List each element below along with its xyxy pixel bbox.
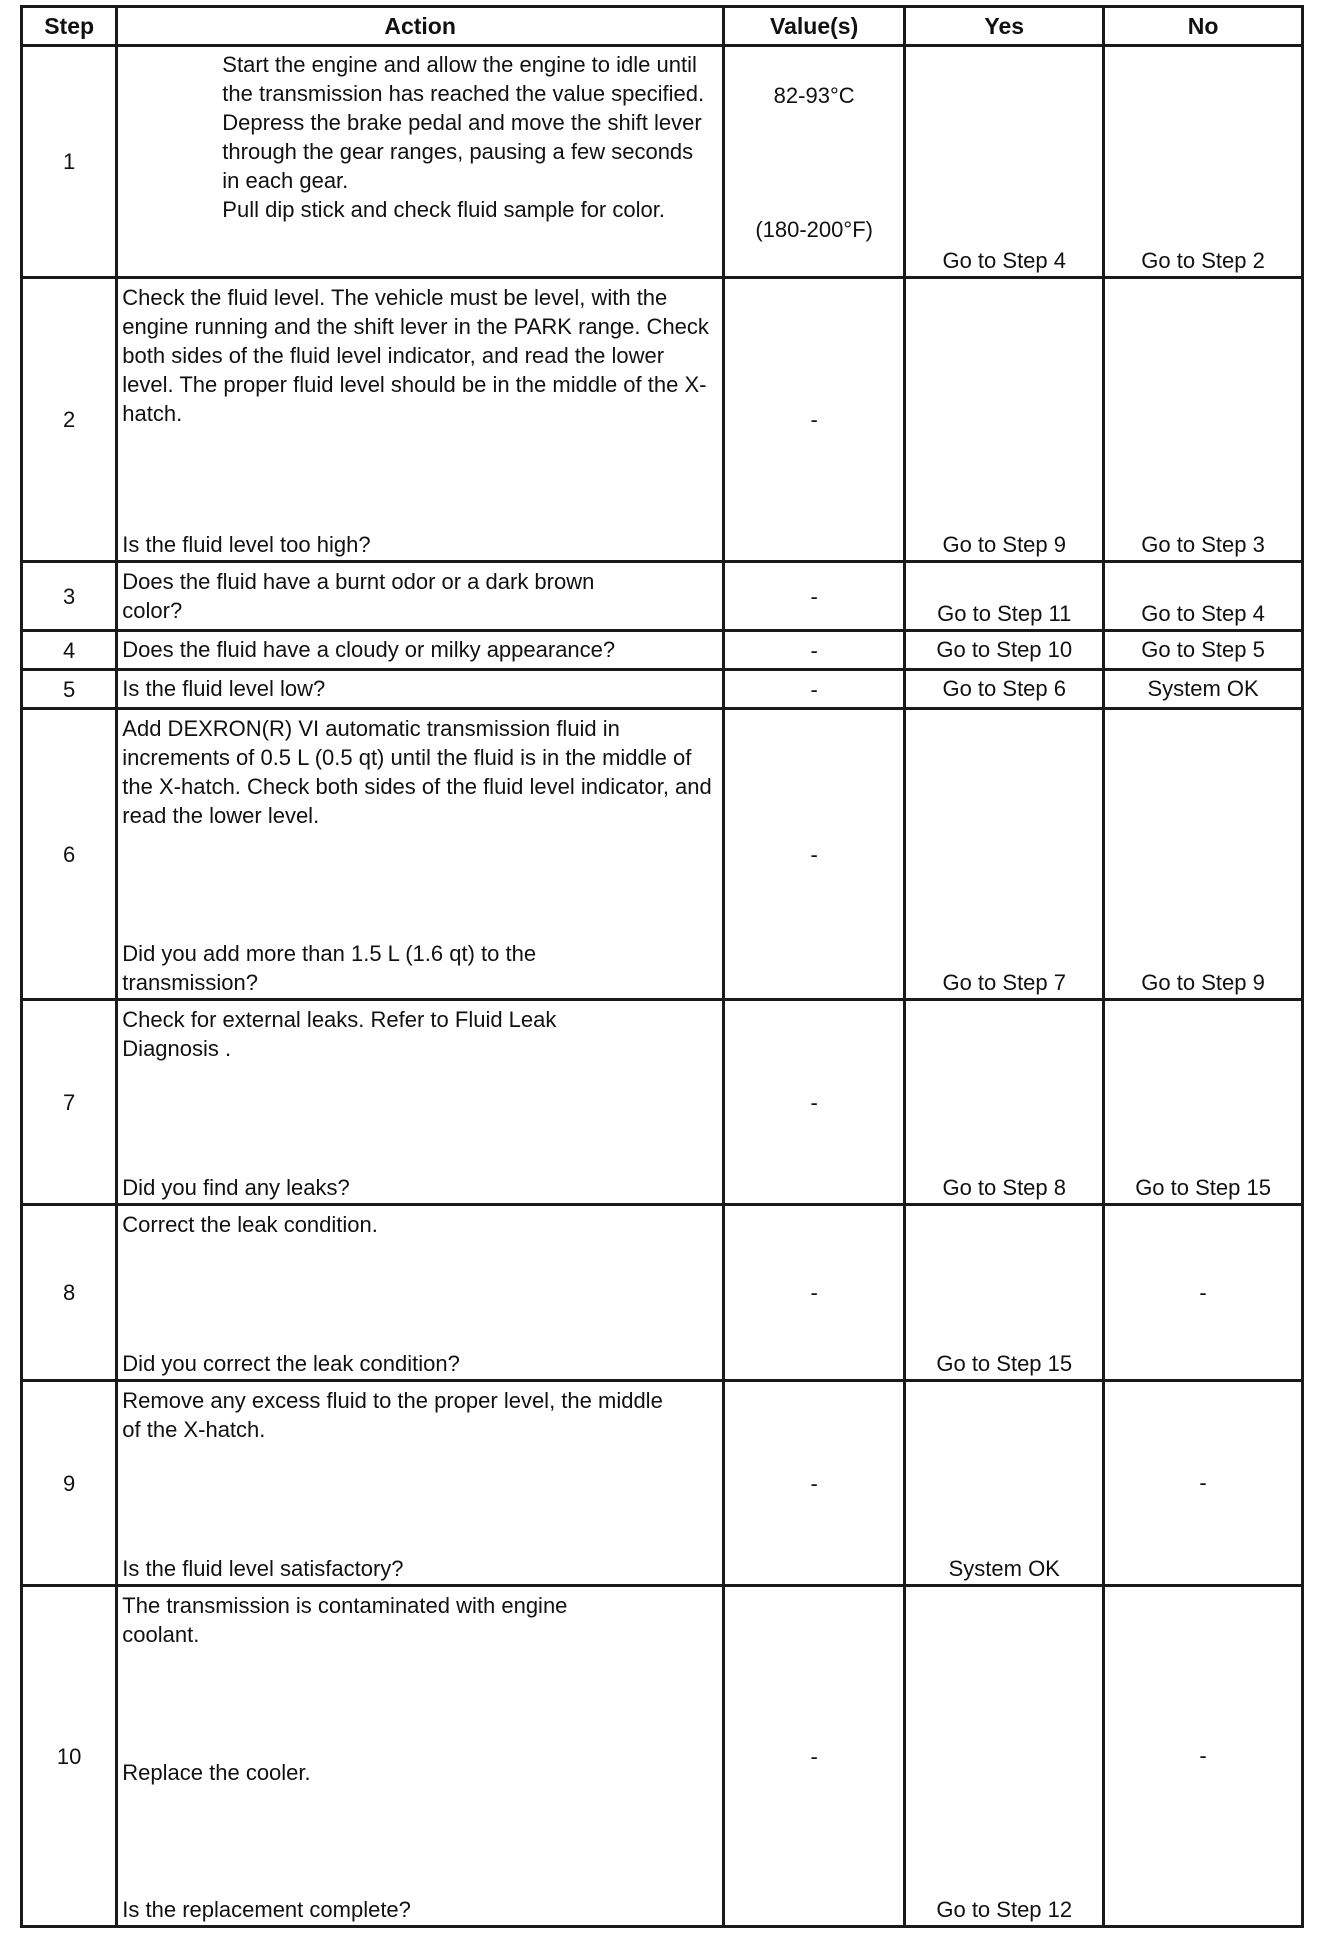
- step-number: 3: [22, 562, 117, 631]
- value-celsius: 82-93°C: [773, 83, 855, 108]
- header-yes: Yes: [905, 7, 1104, 46]
- action-cell: [117, 46, 724, 278]
- step-number: 9: [22, 1381, 117, 1586]
- no-cell: Go to Step 15: [1104, 1000, 1303, 1205]
- table-row: [22, 709, 1303, 1000]
- action-cell: [117, 1205, 724, 1381]
- action-cell: [117, 1381, 724, 1586]
- step-number: 2: [22, 278, 117, 562]
- yes-cell: Go to Step 7: [905, 709, 1104, 1000]
- action-text: Pull dip stick and check fluid sample for color.: [222, 197, 665, 222]
- action-text: Add DEXRON(R) VI automatic transmission fluid in increments of 0.5 L (0.5 qt) until the fluid is in the middle of the X-hatch. Check both sides of the fluid level indicator, and read the lower level.: [122, 716, 712, 828]
- table-row: [22, 1586, 1303, 1927]
- action-text: The transmission is contaminated with engine coolant.: [122, 1593, 568, 1647]
- header-step: Step: [22, 7, 117, 46]
- header-no: No: [1104, 7, 1303, 46]
- value-cell: -: [723, 1000, 904, 1205]
- no-cell: System OK: [1104, 670, 1303, 709]
- action-cell: Does the fluid have a cloudy or milky appearance?: [117, 631, 724, 670]
- table-row: [22, 1000, 1303, 1205]
- action-cell: [117, 1000, 724, 1205]
- no-cell: -: [1104, 1205, 1303, 1381]
- table-row: [22, 1381, 1303, 1586]
- no-cell: -: [1104, 1381, 1303, 1586]
- no-cell: Go to Step 4: [1104, 562, 1303, 631]
- value-cell: -: [723, 278, 904, 562]
- yes-cell: Go to Step 6: [905, 670, 1104, 709]
- header-action: Action: [117, 7, 724, 46]
- yes-cell: Go to Step 11: [905, 562, 1104, 631]
- action-cell: [117, 709, 724, 1000]
- diagnostic-table-page: [20, 5, 1304, 1928]
- yes-cell: Go to Step 4: [905, 46, 1104, 278]
- action-text: Replace the cooler.: [122, 1759, 311, 1785]
- yes-cell: Go to Step 10: [905, 631, 1104, 670]
- yes-cell: Go to Step 15: [905, 1205, 1104, 1381]
- value-cell: -: [723, 670, 904, 709]
- diagnostic-table: [20, 5, 1304, 1928]
- table-row: [22, 562, 1303, 631]
- value-cell: -: [723, 1205, 904, 1381]
- no-cell: Go to Step 3: [1104, 278, 1303, 562]
- value-fahrenheit: (180-200°F): [755, 217, 873, 242]
- action-text: Remove any excess fluid to the proper level, the middle of the X-hatch.: [122, 1388, 663, 1442]
- action-cell: [117, 1586, 724, 1927]
- value-cell: [723, 46, 904, 278]
- step-number: 7: [22, 1000, 117, 1205]
- step-number: 5: [22, 670, 117, 709]
- table-row: [22, 278, 1303, 562]
- no-cell: Go to Step 9: [1104, 709, 1303, 1000]
- step-number: 1: [22, 46, 117, 278]
- no-cell: -: [1104, 1586, 1303, 1927]
- value-cell: -: [723, 562, 904, 631]
- step-number: 8: [22, 1205, 117, 1381]
- action-text: Check the fluid level. The vehicle must be level, with the engine running and the shift lever in the PARK range. Check both sides of the fluid level indicator, and read the lower level. The proper fluid level should be in the middle of the X-hatch.: [122, 285, 709, 426]
- header-values: Value(s): [723, 7, 904, 46]
- yes-cell: Go to Step 8: [905, 1000, 1104, 1205]
- action-text: Start the engine and allow the engine to idle until the transmission has reached the value specified.: [222, 52, 705, 106]
- action-question: Is the fluid level too high?: [122, 532, 371, 557]
- action-question: Is the fluid level satisfactory?: [122, 1556, 404, 1581]
- action-cell: Is the fluid level low?: [117, 670, 724, 709]
- action-question: Is the replacement complete?: [122, 1897, 411, 1922]
- value-cell: -: [723, 709, 904, 1000]
- step-number: 4: [22, 631, 117, 670]
- action-text: Correct the leak condition.: [122, 1212, 378, 1237]
- no-cell: Go to Step 5: [1104, 631, 1303, 670]
- value-cell: -: [723, 1381, 904, 1586]
- action-text: Check for external leaks. Refer to Fluid Leak Diagnosis .: [122, 1007, 557, 1061]
- no-cell: Go to Step 2: [1104, 46, 1303, 278]
- action-text: Depress the brake pedal and move the shift lever through the gear ranges, pausing a few seconds in each gear.: [222, 110, 702, 193]
- action-question: Did you find any leaks?: [122, 1175, 350, 1200]
- yes-cell: Go to Step 12: [905, 1586, 1104, 1927]
- step-number: 6: [22, 709, 117, 1000]
- action-cell: [117, 278, 724, 562]
- value-cell: -: [723, 1586, 904, 1927]
- table-row: [22, 46, 1303, 278]
- yes-cell: System OK: [905, 1381, 1104, 1586]
- step-number: 10: [22, 1586, 117, 1927]
- table-row: [22, 1205, 1303, 1381]
- action-question: Did you add more than 1.5 L (1.6 qt) to the transmission?: [122, 941, 537, 995]
- header-row: [22, 7, 1303, 46]
- value-cell: -: [723, 631, 904, 670]
- action-question: Did you correct the leak condition?: [122, 1351, 460, 1376]
- table-row: [22, 670, 1303, 709]
- table-row: [22, 631, 1303, 670]
- action-cell: Does the fluid have a burnt odor or a dark brown color?: [117, 562, 724, 631]
- yes-cell: Go to Step 9: [905, 278, 1104, 562]
